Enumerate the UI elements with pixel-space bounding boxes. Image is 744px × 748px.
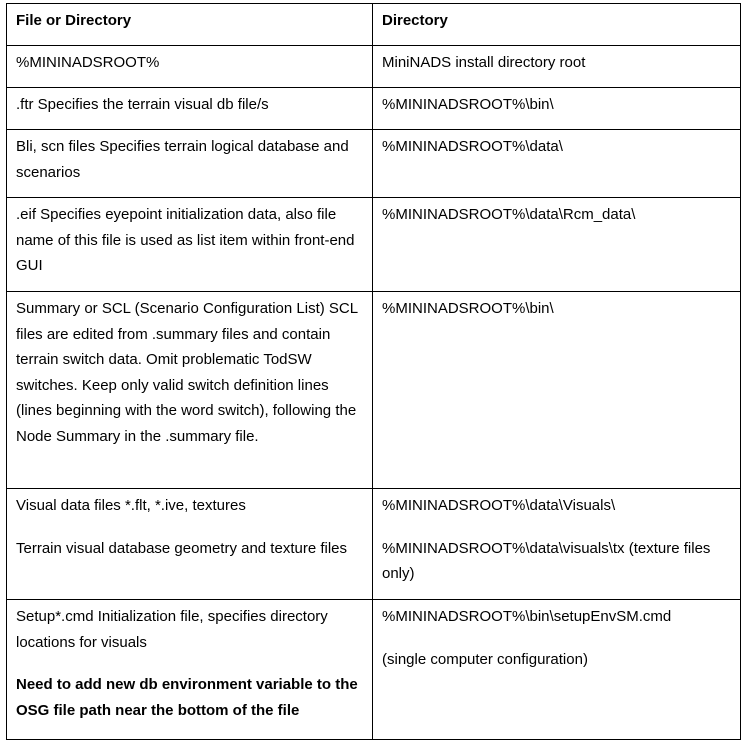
file-text: Visual data files *.flt, *.ive, textures bbox=[16, 497, 246, 514]
table-row bbox=[7, 88, 741, 130]
directory-text: %MININADSROOT%\data\Rcm_data\ bbox=[382, 206, 636, 223]
file-note-bold-text: Need to add new db environment variable to the OSG file path near the bottom of the file bbox=[16, 676, 358, 719]
table-row bbox=[7, 46, 741, 88]
directory-text: %MININADSROOT%\bin\ bbox=[382, 96, 554, 113]
file-text: Setup*.cmd Initialization file, specifies directory locations for visuals bbox=[16, 608, 328, 651]
directory-cell bbox=[373, 600, 741, 740]
table-row bbox=[7, 600, 741, 740]
directory-cell bbox=[373, 88, 741, 130]
directory-text: %MININADSROOT%\data\ bbox=[382, 138, 563, 155]
directory-cell bbox=[373, 292, 741, 489]
directory-cell bbox=[373, 46, 741, 88]
directory-cell bbox=[373, 130, 741, 198]
directory-cell bbox=[373, 489, 741, 600]
file-cell bbox=[7, 600, 373, 740]
table-header-row bbox=[7, 4, 741, 46]
table-row bbox=[7, 130, 741, 198]
file-text: Summary or SCL (Scenario Configuration List) SCL files are edited from .summary files and contain terrain switch data. Omit problematic TodSW switches. Keep only valid switch definition lines (lines beginning with the word switch), following the Node Summary in the .summary file. bbox=[16, 300, 358, 445]
directory-text: %MININADSROOT%\data\Visuals\ bbox=[382, 497, 616, 514]
file-note-text: Terrain visual database geometry and texture files bbox=[16, 539, 348, 557]
directory-note-text: (single computer configuration) bbox=[382, 650, 588, 668]
file-text: %MININADSROOT% bbox=[16, 54, 160, 71]
header-col2-text: Directory bbox=[382, 12, 448, 29]
directory-text: MiniNADS install directory root bbox=[382, 54, 586, 71]
directory-text: %MININADSROOT%\bin\setupEnvSM.cmd bbox=[382, 608, 672, 625]
file-cell bbox=[7, 489, 373, 600]
file-text: .ftr Specifies the terrain visual db file/s bbox=[16, 96, 269, 113]
file-cell bbox=[7, 198, 373, 292]
directory-note-text: %MININADSROOT%\data\visuals\tx (texture files only) bbox=[382, 539, 711, 583]
header-file-or-directory bbox=[7, 4, 373, 46]
header-col1-text: File or Directory bbox=[16, 12, 132, 29]
file-cell bbox=[7, 88, 373, 130]
table-row bbox=[7, 198, 741, 292]
directory-text: %MININADSROOT%\bin\ bbox=[382, 300, 554, 317]
header-directory bbox=[373, 4, 741, 46]
table-row bbox=[7, 489, 741, 600]
file-text: .eif Specifies eyepoint initialization data, also file name of this file is used as list item within front-end GUI bbox=[16, 206, 355, 275]
file-cell bbox=[7, 292, 373, 489]
file-text: Bli, scn files Specifies terrain logical database and scenarios bbox=[16, 138, 349, 181]
file-cell bbox=[7, 46, 373, 88]
table-row bbox=[7, 292, 741, 489]
file-cell bbox=[7, 130, 373, 198]
file-directory-table bbox=[6, 3, 741, 740]
directory-cell bbox=[373, 198, 741, 292]
